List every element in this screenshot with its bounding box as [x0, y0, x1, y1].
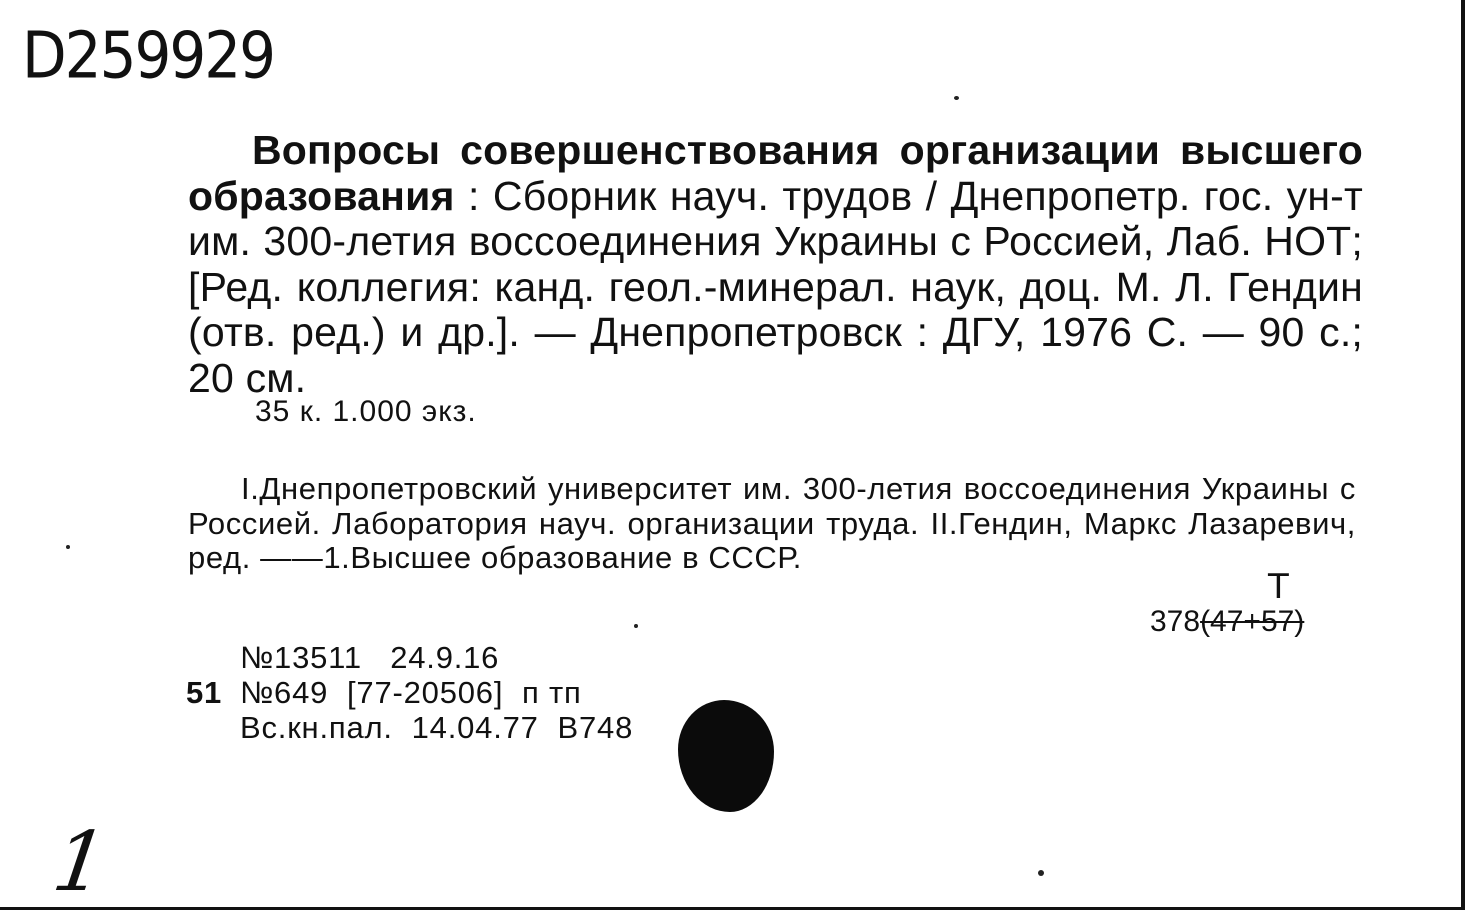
classification-handwritten-mark: Т [1268, 567, 1289, 607]
classification-struck: (47+57) [1200, 605, 1305, 638]
bibliographic-description [188, 128, 1363, 401]
book-title: Вопросы совершенствования организации высшего образования [188, 127, 1363, 219]
card-metadata [186, 640, 633, 745]
punch-hole [678, 700, 774, 812]
meta-line-2-prefix: 51 [186, 675, 223, 710]
meta-line-2: №649 [77-20506] п тп [240, 675, 582, 710]
ink-speck [66, 545, 70, 549]
price-and-print-run: 35 к. 1.000 экз. [255, 395, 477, 428]
tracings-notes [188, 472, 1356, 576]
classification-main: 378 [1150, 605, 1201, 638]
handwritten-card-number: 1 [47, 815, 113, 910]
ink-speck [954, 96, 959, 100]
ink-speck [1038, 870, 1044, 876]
tracings-text: I.Днепропетровский университет им. 300-летия воссоединения Украины с Россией. Лаборатория науч. организации труда. II.Гендин, Маркс Лазаревич, ред. ——1.Высшее образование в СССР. [188, 471, 1356, 575]
meta-line-3: Вс.кн.пал. 14.04.77 В748 [240, 710, 634, 745]
ink-speck [634, 624, 638, 628]
classification-number [1150, 605, 1304, 639]
description-body: : Сборник науч. трудов / Днепропетр. гос. ун-т им. 300-летия воссоединения Украины с Россией, Лаб. НОТ; [Ред. коллегия: канд. геол.-минерал. наук, доц. М. Л. Гендин (отв. ред.) и др.]. — Днепропетровск : ДГУ, 1976 С. — 90 с.; 20 см. [188, 172, 1363, 401]
meta-line-1: №13511 24.9.16 [240, 640, 500, 675]
handwritten-inventory-number: D259929 [22, 18, 275, 93]
